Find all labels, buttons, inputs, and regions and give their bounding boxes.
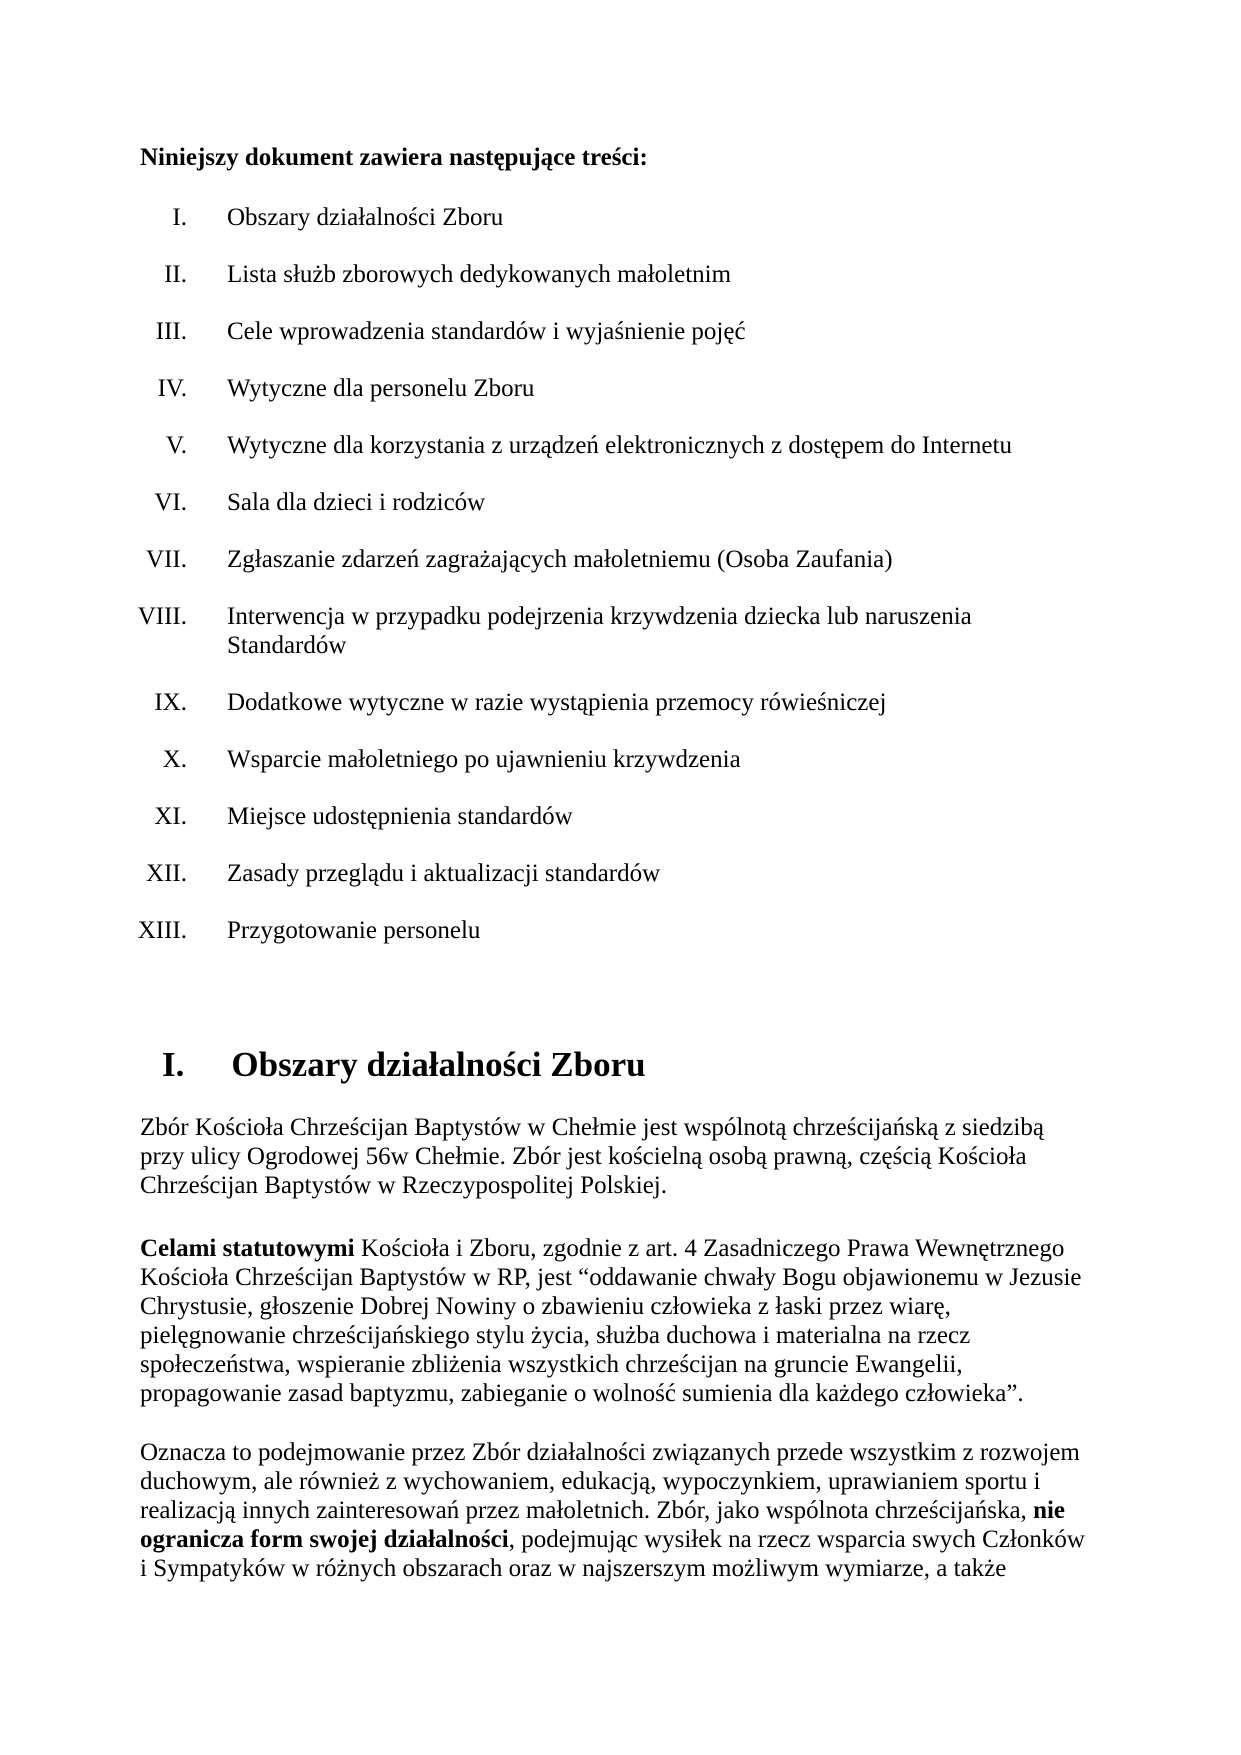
paragraph-2-bold-lead: Celami statutowymi: [140, 1235, 355, 1262]
toc-item-label: Lista służb zborowych dedykowanych małoletnim: [227, 261, 732, 288]
table-of-contents: [137, 203, 1090, 945]
paragraph-1-text: Zbór Kościoła Chrześcijan Baptystów w Chełmie jest wspólnotą chrześcijańską z siedzibą przy ulicy Ogrodowej 56w Chełmie. Zbór jest kościelną osobą prawną, częścią Kościoła Chrześcijan Baptystów w Rzeczypospolitej Polskiej.: [140, 1114, 1044, 1199]
toc-item-label: Cele wprowadzenia standardów i wyjaśnienie pojęć: [227, 318, 746, 345]
toc-item-numeral: III.: [155, 318, 187, 345]
toc-item-numeral: VI.: [154, 489, 187, 516]
toc-item-numeral: X.: [162, 746, 187, 773]
toc-item: [140, 317, 1090, 346]
paragraph-2: [140, 1234, 1090, 1408]
toc-item-label: Obszary działalności Zboru: [227, 204, 504, 231]
toc-item-numeral: V.: [165, 432, 187, 459]
toc-item: [140, 545, 1090, 574]
toc-item: [137, 916, 1090, 945]
toc-item: [140, 859, 1090, 888]
paragraph-3-bold: nie ogranicza form swojej działalności: [140, 1497, 1066, 1553]
toc-item-label: Sala dla dzieci i rodziców: [227, 489, 486, 516]
section-heading-title: Obszary działalności Zboru: [231, 1045, 646, 1084]
toc-item-label: Przygotowanie personelu: [227, 917, 481, 944]
toc-item: [140, 688, 1090, 717]
toc-item-numeral: II.: [164, 261, 187, 288]
toc-item-label: Wsparcie małoletniego po ujawnieniu krzywdzenia: [227, 746, 741, 773]
toc-item-label: Wytyczne dla personelu Zboru: [227, 375, 535, 402]
toc-item-numeral: VII.: [146, 546, 187, 573]
toc-item-label: Zasady przeglądu i aktualizacji standardów: [227, 860, 661, 887]
toc-item-label: Dodatkowe wytyczne w razie wystąpienia przemocy rówieśniczej: [227, 689, 887, 716]
paragraph-3-text-start: Oznacza to podejmowanie przez Zbór działalności związanych przede wszystkim z rozwojem duchowym, ale również z wychowaniem, edukacją, wypoczynkiem, uprawianiem sportu i realizacją innych zainteresowań przez małoletnich. Zbór, jako wspólnota chrześcijańska,: [140, 1439, 1080, 1524]
toc-item-numeral: XI.: [154, 803, 187, 830]
toc-item: [140, 374, 1090, 403]
toc-item-numeral: XII.: [146, 860, 187, 887]
paragraph-3: [140, 1438, 1090, 1583]
paragraph-3-text-end: , podejmując wysiłek na rzecz wsparcia swych Członków i Sympatyków w różnych obszarach oraz w najszerszym możliwym wymiarze, a także: [140, 1526, 1085, 1582]
paragraph-1: [140, 1113, 1090, 1200]
toc-title: Niniejszy dokument zawiera następujące treści:: [140, 144, 648, 171]
toc-item: [140, 431, 1090, 460]
toc-item-numeral: I.: [172, 204, 187, 231]
toc-item: [140, 488, 1090, 517]
toc-item: [140, 203, 1090, 232]
toc-item-numeral: IX.: [154, 689, 187, 716]
toc-item: [140, 802, 1090, 831]
section-heading: [140, 1044, 1090, 1085]
toc-item-label: Interwencja w przypadku podejrzenia krzywdzenia dziecka lub naruszenia Standardów: [227, 603, 972, 659]
toc-item: [140, 260, 1090, 289]
toc-item-numeral: VIII.: [137, 603, 187, 630]
toc-item-label: Zgłaszanie zdarzeń zagrażających małoletniemu (Osoba Zaufania): [227, 546, 893, 573]
toc-item-numeral: XIII.: [137, 917, 187, 944]
toc-item-numeral: IV.: [157, 375, 187, 402]
toc-item: [137, 602, 1090, 660]
paragraph-2-text: Kościoła i Zboru, zgodnie z art. 4 Zasadniczego Prawa Wewnętrznego Kościoła Chrześcijan Baptystów w RP, jest “oddawanie chwały Bogu objawionemu w Jezusie Chrystusie, głoszenie Dobrej Nowiny o zbawieniu człowieka z łaski przez wiarę, pielęgnowanie chrześcijańskiego stylu życia, służba duchowa i materialna na rzecz społeczeństwa, wspieranie zbliżenia wszystkich chrześcijan na gruncie Ewangelii, propagowanie zasad baptyzmu, zabieganie o wolność sumienia dla każdego człowieka”.: [140, 1235, 1082, 1407]
toc-item-label: Miejsce udostępnienia standardów: [227, 803, 573, 830]
toc-item-label: Wytyczne dla korzystania z urządzeń elektronicznych z dostępem do Internetu: [227, 432, 1012, 459]
toc-item: [140, 745, 1090, 774]
section-heading-numeral: I.: [162, 1045, 185, 1084]
